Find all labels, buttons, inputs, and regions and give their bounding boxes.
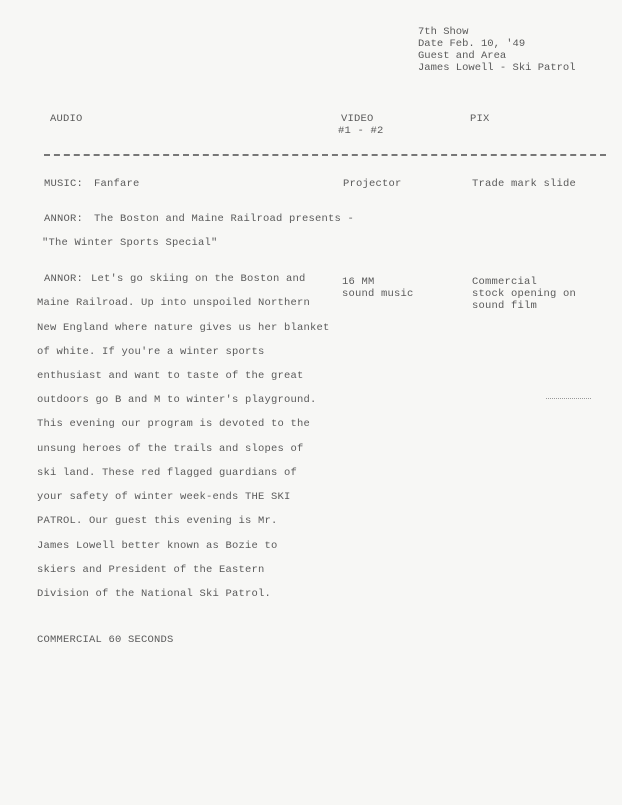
pix-cue-line: sound film [472,300,538,312]
header-divider [44,154,606,156]
video-column-heading: VIDEO [341,113,374,125]
music-cue-label: MUSIC: [44,178,84,190]
video-cue-audio: sound music [342,288,414,300]
music-cue-text: Fanfare [94,178,140,190]
script-line: PATROL. Our guest this evening is Mr. [37,515,278,527]
audio-column-heading: AUDIO [50,113,83,125]
script-line: Maine Railroad. Up into unspoiled Northern [37,297,311,309]
script-line: New England where nature gives us her blanket [37,322,330,334]
script-line: enthusiast and want to taste of the great [37,370,304,382]
announcer-line: The Boston and Maine Railroad presents - [94,213,355,225]
music-pix-cue: Trade mark slide [472,178,577,190]
script-line: This evening our program is devoted to the [37,418,311,430]
commercial-cue: COMMERCIAL 60 SECONDS [37,634,174,646]
guest-label: Guest and Area [418,50,507,62]
script-line: James Lowell better known as Bozie to [37,540,278,552]
script-line: ski land. These red flagged guardians of [37,467,298,479]
video-column-subheading: #1 - #2 [338,125,384,137]
show-date: Date Feb. 10, '49 [418,38,526,50]
show-number: 7th Show [418,26,469,38]
stray-mark [546,398,591,399]
script-line: of white. If you're a winter sports [37,346,265,358]
script-line: Let's go skiing on the Boston and [91,273,306,285]
pix-column-heading: PIX [470,113,490,125]
music-video-cue: Projector [343,178,402,190]
script-line: skiers and President of the Eastern [37,564,265,576]
script-line: unsung heroes of the trails and slopes of [37,443,304,455]
announcer-cue-label: ANNOR: [44,213,84,225]
announcer-line: "The Winter Sports Special" [42,237,218,249]
script-line: your safety of winter week-ends THE SKI [37,491,291,503]
show-header [418,26,576,74]
video-cue-format: 16 MM [342,276,375,288]
pix-cue-line: Commercial [472,276,538,288]
script-line: outdoors go B and M to winter's playground. [37,394,317,406]
guest-name: James Lowell - Ski Patrol [418,62,576,74]
script-line: Division of the National Ski Patrol. [37,588,272,600]
pix-cue-line: stock opening on [472,288,577,300]
announcer-cue-label: ANNOR: [44,273,84,285]
